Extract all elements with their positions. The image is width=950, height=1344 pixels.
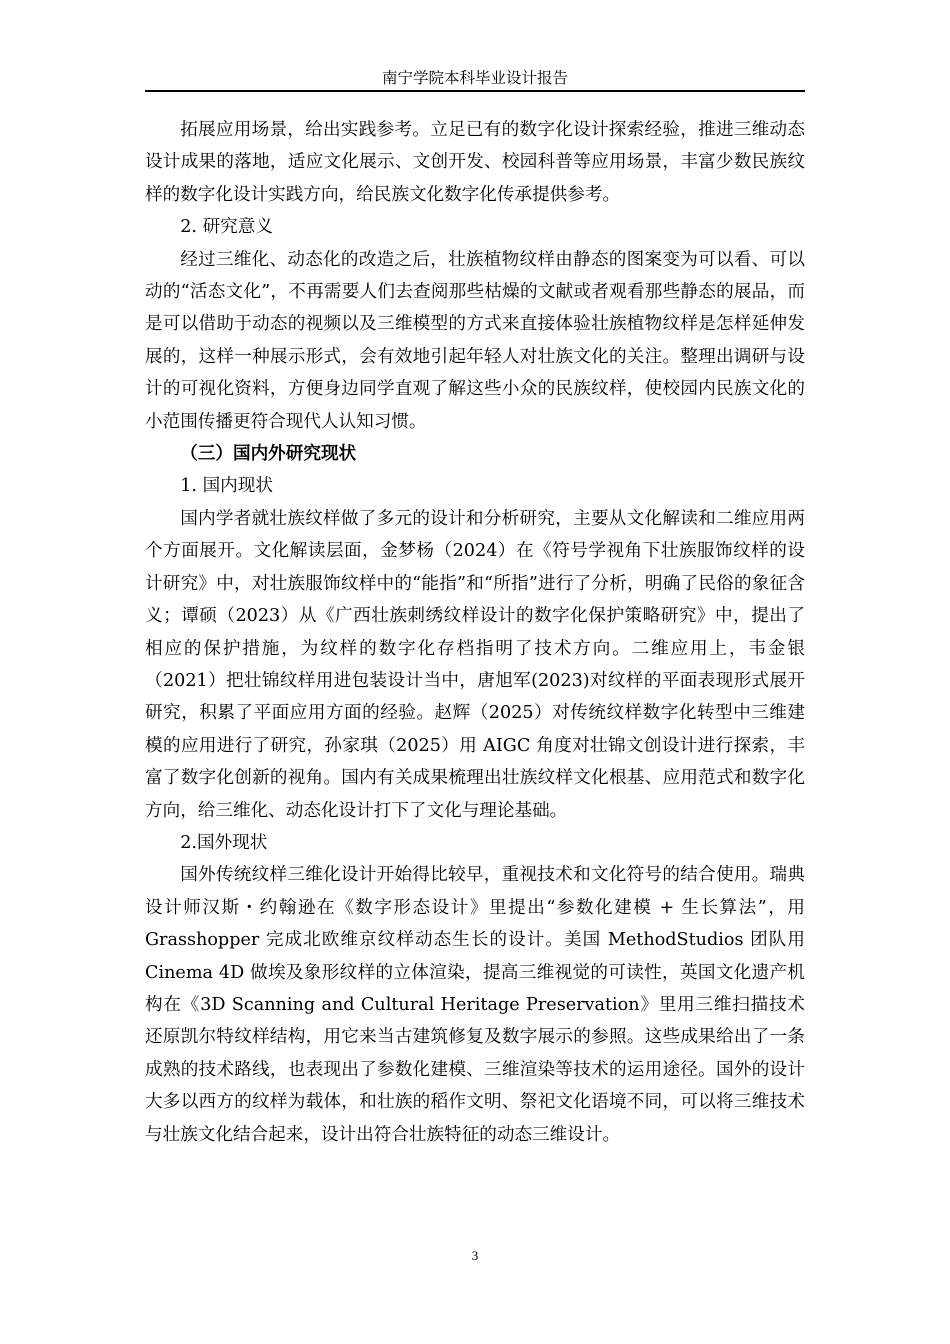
subheading-domestic-status: 1. 国内现状 (180, 476, 273, 497)
paragraph-application-scenarios: 拓展应用场景，给出实践参考。立足已有的数字化设计探索经验，推进三维动态设计成果的落地，适应文化展示、文创开发、校园科普等应用场景，丰富少数民族纹样的数字化设计实践方向，给民族文化数字化传承提供参考。 (145, 120, 805, 205)
document-body (145, 114, 805, 1151)
subheading-research-significance: 2. 研究意义 (180, 217, 273, 238)
page-header: 南宁学院本科毕业设计报告 (145, 66, 805, 92)
paragraph-foreign-status: 国外传统纹样三维化设计开始得比较早，重视技术和文化符号的结合使用。瑞典设计师汉斯・约翰逊在《数字形态设计》里提出“参数化建模 + 生长算法”，用 Grasshopper 完成北欧维京纹样动态生长的设计。美国 MethodStudios 团队用 Cinema 4D 做埃及象形纹样的立体渲染，提高三维视觉的可读性，英国文化遗产机构在《3D Scanning and Cultural Heritage Preservation》里用三维扫描技术还原凯尔特纹样结构，用它来当古建筑修复及数字展示的参照。这些成果给出了一条成熟的技术路线，也表现出了参数化建模、三维渲染等技术的运用途径。国外的设计大多以西方的纹样为载体，和壮族的稻作文明、祭祀文化语境不同，可以将三维技术与壮族文化结合起来，设计出符合壮族特征的动态三维设计。 (145, 865, 805, 1145)
page-number: 3 (471, 1248, 479, 1263)
subheading-foreign-status: 2.国外现状 (180, 832, 268, 853)
section-heading-research-status: （三）国内外研究现状 (180, 443, 357, 465)
paragraph-domestic-status: 国内学者就壮族纹样做了多元的设计和分析研究，主要从文化解读和二维应用两个方面展开。文化解读层面，金梦杨（2024）在《符号学视角下壮族服饰纹样的设计研究》中，对壮族服饰纹样中的“能指”和“所指”进行了分析，明确了民俗的象征含义；谭硕（2023）从《广西壮族刺绣纹样设计的数字化保护策略研究》中，提出了相应的保护措施，为纹样的数字化存档指明了技术方向。二维应用上，韦金银（2021）把壮锦纹样用进包装设计当中，唐旭军(2023)对纹样的平面表现形式展开研究，积累了平面应用方面的经验。赵辉（2025）对传统纹样数字化转型中三维建模的应用进行了研究，孙家琪（2025）用 AIGC 角度对壮锦文创设计进行探索，丰富了数字化创新的视角。国内有关成果梳理出壮族纹样文化根基、应用范式和数字化方向，给三维化、动态化设计打下了文化与理论基础。 (145, 508, 805, 821)
paragraph-research-significance: 经过三维化、动态化的改造之后，壮族植物纹样由静态的图案变为可以看、可以动的“活态文化”，不再需要人们去查阅那些枯燥的文献或者观看那些静态的展品，而是可以借助于动态的视频以及三维模型的方式来直接体验壮族植物纹样是怎样延伸发展的，这样一种展示形式，会有效地引起年轻人对壮族文化的关注。整理出调研与设计的可视化资料，方便身边同学直观了解这些小众的民族纹样，使校园内民族文化的小范围传播更符合现代人认知习惯。 (145, 249, 805, 432)
